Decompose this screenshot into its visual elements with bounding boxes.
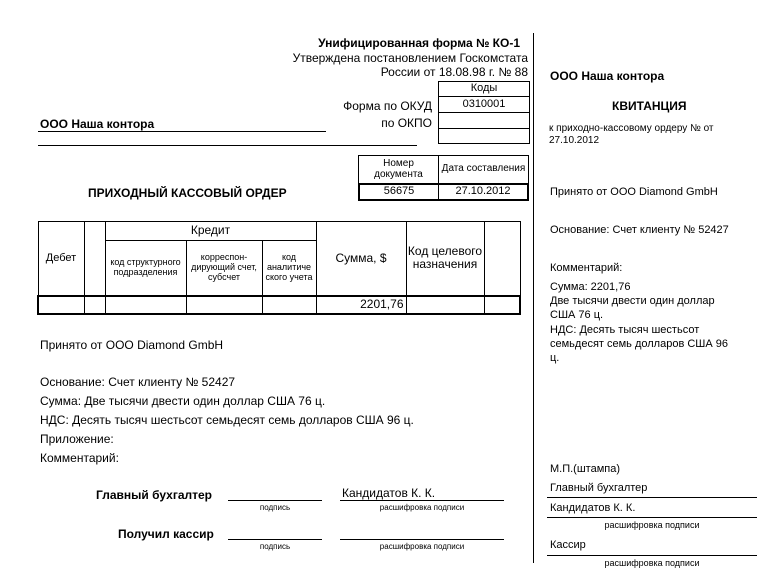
organization-underline-2 [38, 145, 417, 146]
doc-date-header: Дата составления [438, 155, 529, 184]
okpo-value [438, 112, 530, 129]
chief-decode-line [340, 500, 504, 501]
structural-code-cell [105, 296, 186, 314]
receipt-title: КВИТАНЦИЯ [612, 99, 687, 113]
receipt-chief-name: Кандидатов К. К. [550, 502, 636, 514]
document-title: ПРИХОДНЫЙ КАССОВЫЙ ОРДЕР [88, 186, 287, 200]
received-from: Принято от ООО Diamond GmbH [40, 338, 224, 352]
okpo-label: по ОКПО [381, 116, 432, 130]
okud-value: 0310001 [438, 96, 530, 113]
basis: Основание: Счет клиенту № 52427 [40, 375, 236, 389]
chief-accountant-name: Кандидатов К. К. [342, 486, 436, 500]
sum-cell: 2201,76 [316, 296, 406, 314]
organization-name: ООО Наша контора [40, 117, 155, 131]
blank-header [84, 222, 105, 296]
cashier-signature-line [228, 539, 322, 540]
receipt-order-ref-2: 27.10.2012 [549, 135, 600, 146]
receipt-sum-2: Две тысячи двести один доллар [550, 295, 715, 307]
receipt-received-from: Принято от ООО Diamond GmbH [550, 186, 718, 198]
doc-date: 27.10.2012 [438, 183, 529, 201]
receipt-order-ref-1: к приходно-кассовому ордеру № от [549, 123, 714, 134]
chief-signature-caption: подпись [259, 503, 291, 512]
receipt-vat-1: НДС: Десять тысяч шестьсот [550, 324, 700, 336]
receipt-stamp: М.П.(штампа) [550, 463, 621, 475]
last-cell [484, 296, 520, 314]
vat: НДС: Десять тысяч шестьсот семьдесят семь долларов США 96 ц. [40, 413, 414, 427]
receipt-sum-3: США 76 ц. [550, 309, 604, 321]
corr-account-cell [186, 296, 262, 314]
cut-line [533, 33, 534, 563]
cashier-received-label: Получил кассир [118, 527, 214, 541]
structural-code-header: код структурного подразделения [105, 241, 186, 296]
receipt-cashier-decode-caption: расшифровка подписи [604, 558, 700, 568]
approved-line-1: Утверждена постановлением Госкомстата [292, 51, 528, 65]
purpose-header: Код целевого назначения [406, 222, 484, 296]
doc-number-header: Номер документа [358, 155, 439, 184]
receipt-cashier: Кассир [550, 539, 586, 551]
chief-accountant-label: Главный бухгалтер [96, 488, 213, 502]
cashier-decode-line [340, 539, 504, 540]
receipt-chief-line [547, 497, 757, 498]
debit-cell [38, 296, 84, 314]
attachment: Приложение: [40, 432, 114, 446]
receipt-vat-3: ц. [550, 352, 560, 364]
purpose-cell [406, 296, 484, 314]
organization-underline [38, 131, 326, 132]
chief-signature-line [228, 500, 322, 501]
receipt-sum-1: Сумма: 2201,76 [550, 281, 631, 293]
cashier-signature-caption: подпись [259, 542, 291, 551]
last-header [484, 222, 520, 296]
sum-in-words: Сумма: Две тысячи двести один доллар США 76 ц. [40, 394, 326, 408]
credit-header: Кредит [105, 222, 316, 241]
corr-account-header: корреспон-дирующий счет, субсчет [186, 241, 262, 296]
order-table [37, 221, 521, 315]
receipt-org: ООО Наша контора [550, 69, 665, 83]
comment: Комментарий: [40, 451, 119, 465]
cashier-decode-caption: расшифровка подписи [379, 542, 465, 551]
receipt-basis: Основание: Счет клиенту № 52427 [550, 224, 729, 236]
receipt-decode-caption: расшифровка подписи [604, 520, 700, 530]
form-title: Унифицированная форма № КО-1 [318, 36, 520, 50]
receipt-chief-accountant: Главный бухгалтер [550, 482, 648, 494]
receipt-decode-line [547, 517, 757, 518]
sum-header: Сумма, $ [316, 222, 406, 296]
analytic-code-header: код аналитиче ского учета [262, 241, 316, 296]
receipt-comment: Комментарий: [550, 262, 623, 274]
doc-number: 56675 [358, 183, 439, 201]
receipt-cashier-line [547, 555, 757, 556]
codes-header: Коды [438, 81, 530, 97]
approved-line-2: России от 18.08.98 г. № 88 [380, 65, 528, 79]
blank-cell [84, 296, 105, 314]
analytic-code-cell [262, 296, 316, 314]
receipt-vat-2: семьдесят семь долларов США 96 [550, 338, 729, 350]
debit-header: Дебет [38, 222, 84, 296]
okud-label: Форма по ОКУД [343, 99, 432, 113]
codes-empty-cell [438, 128, 530, 144]
chief-decode-caption: расшифровка подписи [379, 503, 465, 512]
